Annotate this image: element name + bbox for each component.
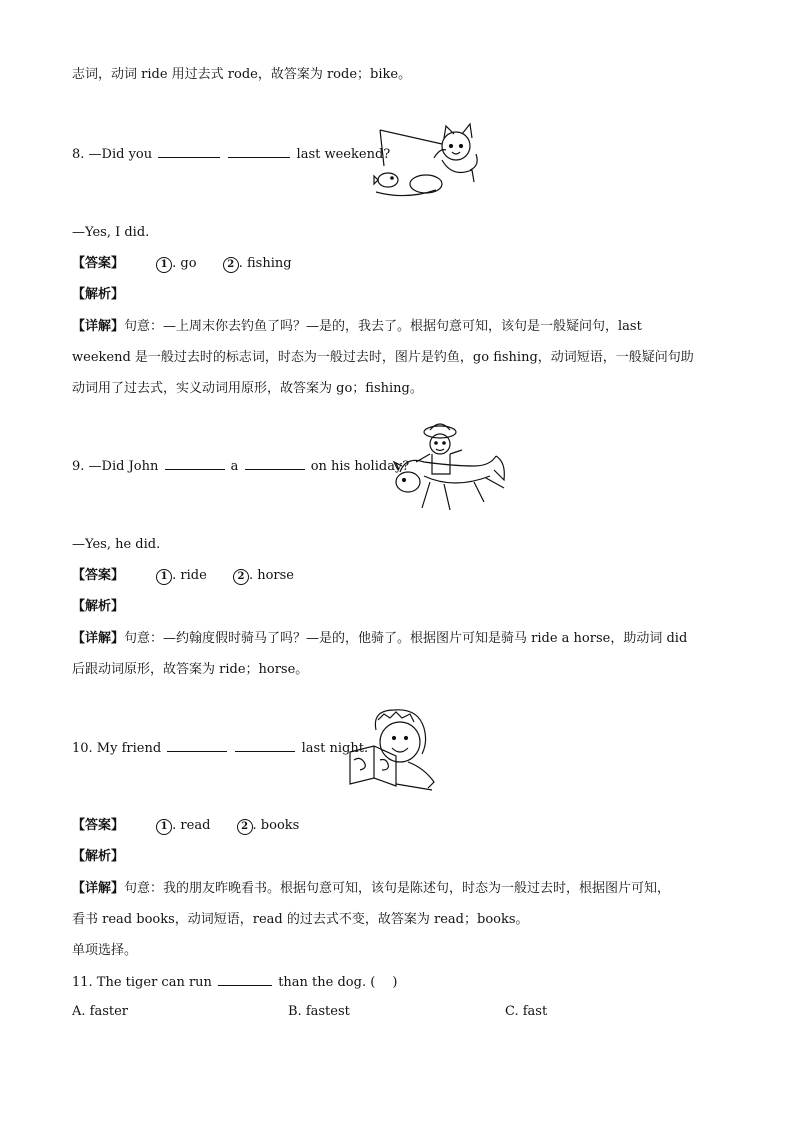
detail-text: 句意：—约翰度假时骑马了吗？—是的，他骑了。根据图片可知是骑马 ride a horse，助动词 did xyxy=(124,631,688,646)
question-10 xyxy=(72,739,368,758)
answer-label: 【答案】 xyxy=(72,818,125,833)
detail-label: 【详解】 xyxy=(72,319,125,334)
circled-number: 1 xyxy=(156,819,172,835)
reply-8: —Yes, I did. xyxy=(72,225,150,240)
circled-number: 2 xyxy=(223,257,239,273)
analysis-label: 【解析】 xyxy=(72,599,125,614)
option-a[interactable]: A. faster xyxy=(72,1004,129,1019)
answer-blank xyxy=(165,457,225,470)
question-9 xyxy=(72,457,409,476)
question-9-suffix: on his holiday? xyxy=(310,459,410,474)
detail-8-line3: 动词用了过去式，实义动词用原形，故答案为 go；fishing。 xyxy=(72,381,423,396)
question-9-middle: a xyxy=(230,459,239,474)
detail-10-line1 xyxy=(72,880,670,898)
answer-text: . books xyxy=(252,818,300,833)
circled-number: 1 xyxy=(156,257,172,273)
cat-fishing-icon xyxy=(372,120,482,204)
option-b[interactable]: B. fastest xyxy=(288,1004,350,1019)
question-11-prefix: 11. The tiger can run xyxy=(72,975,212,990)
option-c[interactable]: C. fast xyxy=(505,1004,548,1019)
answer-row-9 xyxy=(72,567,294,585)
detail-text: 句意：我的朋友昨晚看书。根据句意可知，该句是陈述句，时态为一般过去时，根据图片可知， xyxy=(124,881,671,896)
answer-text: . go xyxy=(172,256,197,271)
answer-label: 【答案】 xyxy=(72,256,125,271)
detail-label: 【详解】 xyxy=(72,631,125,646)
answer-text: . ride xyxy=(172,568,207,583)
question-9-prefix: 9. —Did John xyxy=(72,459,159,474)
detail-8-line1 xyxy=(72,318,642,336)
detail-9-line1 xyxy=(72,630,687,648)
question-8-prefix: 8. —Did you xyxy=(72,147,153,162)
answer-blank xyxy=(167,739,227,752)
question-10-suffix: last night. xyxy=(301,741,369,756)
circled-number: 1 xyxy=(156,569,172,585)
horse-rider-icon xyxy=(390,420,508,518)
answer-label: 【答案】 xyxy=(72,568,125,583)
circled-number: 2 xyxy=(237,819,253,835)
circled-number: 2 xyxy=(233,569,249,585)
answer-blank xyxy=(218,973,272,986)
answer-blank xyxy=(235,739,295,752)
answer-blank xyxy=(158,145,220,158)
answer-text: . read xyxy=(172,818,211,833)
detail-label: 【详解】 xyxy=(72,881,125,896)
analysis-label: 【解析】 xyxy=(72,849,125,864)
answer-text: . horse xyxy=(248,568,294,583)
question-11 xyxy=(72,973,398,992)
answer-blank xyxy=(245,457,305,470)
answer-row-10 xyxy=(72,817,299,835)
reading-boy-icon xyxy=(346,706,442,796)
answer-row-8 xyxy=(72,255,292,273)
question-8 xyxy=(72,145,390,164)
answer-text: . fishing xyxy=(238,256,292,271)
detail-9-line2: 后跟动词原形，故答案为 ride；horse。 xyxy=(72,662,309,677)
analysis-label: 【解析】 xyxy=(72,287,125,302)
question-8-suffix: last weekend? xyxy=(296,147,391,162)
question-10-prefix: 10. My friend xyxy=(72,741,162,756)
detail-8-line2: weekend 是一般过去时的标志词，时态为一般过去时，图片是钓鱼，go fishing，动词短语，一般疑问句助 xyxy=(72,350,694,365)
answer-blank xyxy=(228,145,290,158)
continuation-text: 志词，动词 ride 用过去式 rode，故答案为 rode；bike。 xyxy=(72,67,412,82)
detail-10-line2: 看书 read books，动词短语，read 的过去式不变，故答案为 read；books。 xyxy=(72,912,529,927)
section-heading: 单项选择。 xyxy=(72,943,138,958)
detail-text: 句意：—上周末你去钓鱼了吗？—是的，我去了。根据句意可知，该句是一般疑问句，last xyxy=(124,319,642,334)
reply-9: —Yes, he did. xyxy=(72,537,161,552)
question-11-suffix: than the dog. ( ) xyxy=(278,975,398,990)
